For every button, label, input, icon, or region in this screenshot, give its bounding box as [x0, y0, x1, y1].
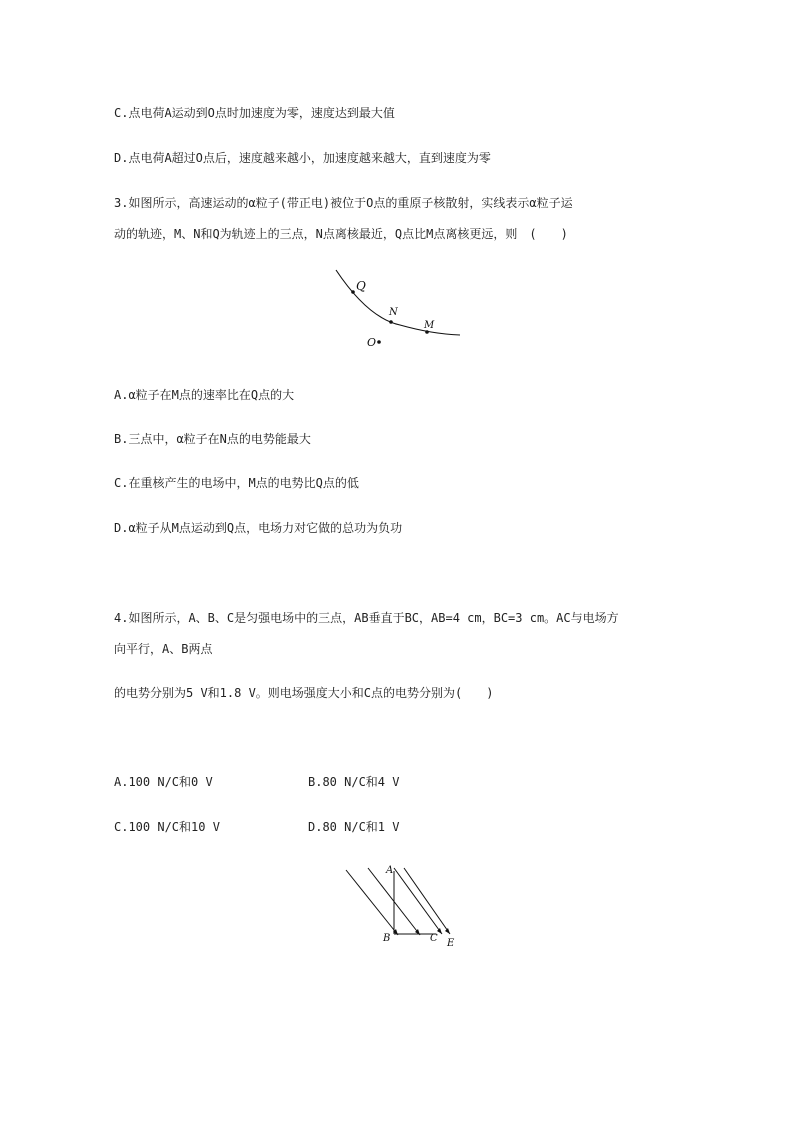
label-n: N — [389, 307, 398, 318]
point-n-dot — [389, 320, 393, 324]
label-c: C — [430, 933, 438, 944]
q3-stem-line-1: 3.如图所示，高速运动的α粒子(带正电)被位于O点的重原子核散射，实线表示α粒子运 — [114, 196, 573, 210]
q3-option-a: A.α粒子在M点的速率比在Q点的大 — [114, 388, 295, 402]
label-o: O — [367, 336, 377, 349]
q4-option-a: A.100 N/C和0 V — [114, 775, 213, 789]
arrowhead-4 — [445, 928, 450, 934]
label-m: M — [424, 320, 435, 331]
q4-option-b: B.80 N/C和4 V — [308, 775, 400, 789]
field-line-4 — [404, 868, 450, 934]
label-e: E — [447, 938, 455, 949]
q3-option-d: D.α粒子从M点运动到Q点，电场力对它做的总功为负功 — [114, 521, 403, 535]
q4-stem-line-1: 4.如图所示，A、B、C是匀强电场中的三点，AB垂直于BC，AB=4 cm，BC=3 cm。AC与电场方 — [114, 611, 619, 625]
label-q: Q — [356, 279, 366, 293]
q4-option-d: D.80 N/C和1 V — [308, 820, 400, 834]
alpha-trajectory-curve — [336, 270, 460, 335]
q3-stem-line-2: 动的轨迹，M、N和Q为轨迹上的三点，N点离核最近，Q点比M点离核更远，则 ( ) — [114, 227, 568, 241]
label-a: A — [386, 865, 394, 876]
point-o-dot — [377, 340, 381, 344]
field-line-1 — [346, 870, 398, 935]
q4-option-c: C.100 N/C和10 V — [114, 820, 220, 834]
point-q-dot — [351, 290, 355, 294]
q4-stem-line-2: 向平行，A、B两点 — [114, 642, 213, 656]
q3-option-b: B.三点中，α粒子在N点的电势能最大 — [114, 432, 311, 446]
q2-option-d: D.点电荷A超过O点后，速度越来越小，加速度越来越大，直到速度为零 — [114, 151, 491, 165]
q3-trajectory-figure — [330, 266, 470, 356]
q2-option-c: C.点电荷A运动到O点时加速度为零，速度达到最大值 — [114, 106, 395, 120]
q4-stem-line-3: 的电势分别为5 V和1.8 V。则电场强度大小和C点的电势分别为( ) — [114, 686, 494, 700]
q3-option-c: C.在重核产生的电场中，M点的电势比Q点的低 — [114, 476, 359, 490]
q4-field-figure — [340, 862, 470, 952]
field-line-3 — [394, 868, 442, 934]
label-b: B — [383, 933, 391, 944]
